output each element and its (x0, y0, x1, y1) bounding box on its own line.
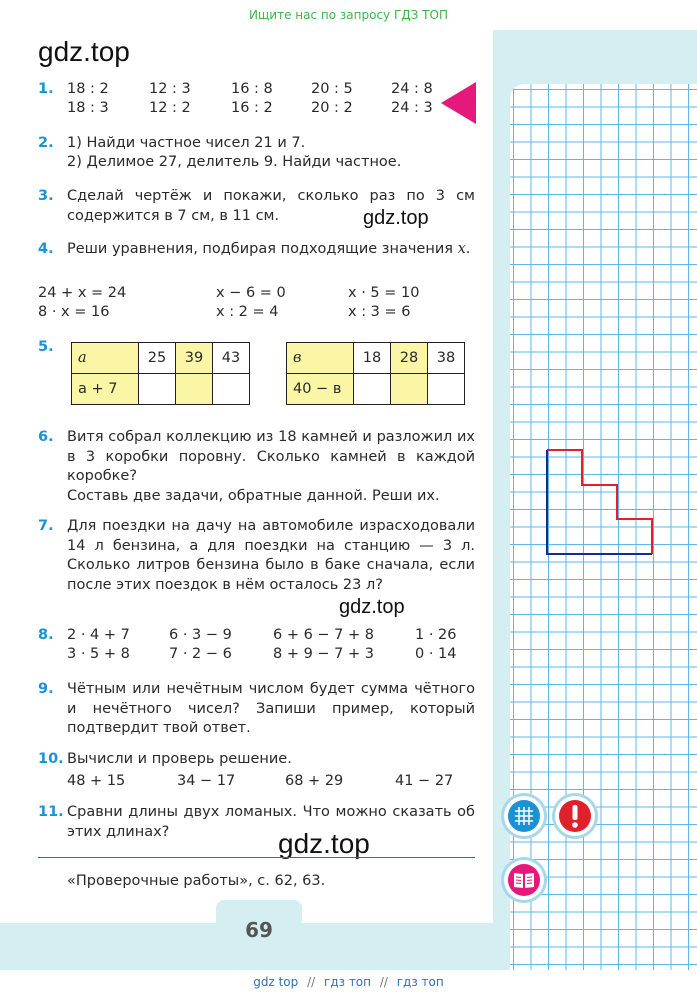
promo-banner[interactable]: Ищите нас по запросу ГДЗ ТОП (249, 8, 448, 22)
table-cell: 43 (213, 343, 250, 374)
task-10 (38, 750, 478, 790)
task-number: 10. (38, 751, 64, 767)
equation: x · 5 = 10 (348, 285, 420, 301)
expression: 12 : 2 (149, 100, 191, 116)
task-text: Чётным или нечётным числом будет сумма чётного и нечётного чисел? Запиши пример, который подтвердит твой ответ. (67, 681, 475, 736)
expression: 34 − 17 (177, 773, 236, 789)
task-text: 2) Делимое 27, делитель 9. Найди частное. (67, 154, 402, 170)
table-cell: 38 (428, 343, 465, 374)
expression: 18 : 2 (67, 81, 109, 97)
expression: 6 + 6 − 7 + 8 (273, 627, 375, 643)
table-cell: 39 (176, 343, 213, 374)
table-header-cell: в (287, 343, 354, 374)
divider (38, 857, 475, 858)
footer-link[interactable]: гдз топ (324, 975, 371, 989)
table-cell: 18 (354, 343, 391, 374)
equation: 8 · x = 16 (38, 304, 110, 320)
watermark: gdz.top (339, 596, 405, 618)
table-cell-empty[interactable] (391, 374, 428, 405)
expression: 1 · 26 (415, 627, 457, 643)
expression: 6 · 3 − 9 (169, 627, 232, 643)
task-7 (38, 517, 478, 617)
equation: x : 3 = 6 (348, 304, 411, 320)
grid-icon[interactable] (504, 796, 544, 836)
task-9 (38, 680, 478, 740)
task-text: Сделай чертёж и покажи, сколько раз по 3 см содержится в 7 см, в 11 см. (67, 188, 475, 224)
task-text: Реши уравнения, подбирая подходящие значения x. (67, 241, 471, 257)
watermark: gdz.top (363, 207, 429, 229)
table-b (286, 342, 465, 405)
task-8 (38, 626, 478, 666)
expression: 0 · 14 (415, 646, 457, 662)
table-cell-empty[interactable] (213, 374, 250, 405)
table-cell-empty[interactable] (354, 374, 391, 405)
expression: 24 : 3 (391, 100, 433, 116)
expression: 8 + 9 − 7 + 3 (273, 646, 375, 662)
blue-broken-line (547, 450, 652, 554)
expression: 16 : 2 (231, 100, 273, 116)
expression: 12 : 3 (149, 81, 191, 97)
expression: 20 : 5 (311, 81, 353, 97)
expression: 41 − 27 (395, 773, 454, 789)
expression: 24 : 8 (391, 81, 433, 97)
task-text: Сравни длины двух ломаных. Что можно сказать об этих длинах? (67, 804, 475, 840)
table-cell: 28 (391, 343, 428, 374)
task-6 (38, 428, 478, 508)
equation: x − 6 = 0 (216, 285, 286, 301)
task-text: 1) Найди частное чисел 21 и 7. (67, 135, 306, 151)
broken-lines-figure (540, 440, 660, 560)
red-broken-line (547, 450, 652, 554)
task-number: 3. (38, 188, 54, 204)
task-2 (38, 134, 478, 174)
footer-link[interactable]: gdz top (253, 975, 299, 989)
task-1 (38, 80, 478, 120)
expression: 48 + 15 (67, 773, 126, 789)
expression: 7 · 2 − 6 (169, 646, 232, 662)
task-text: Вычисли и проверь решение. (67, 751, 292, 767)
table-header-cell: 40 − в (287, 374, 354, 405)
equation: 24 + x = 24 (38, 285, 127, 301)
task-number: 7. (38, 518, 54, 534)
task-number: 9. (38, 681, 54, 697)
watermark: gdz.top (38, 36, 130, 67)
book-icon[interactable] (504, 860, 544, 900)
task-number: 4. (38, 241, 54, 257)
task-number: 6. (38, 429, 54, 445)
workbook-reference: «Проверочные работы», с. 62, 63. (67, 873, 326, 889)
table-cell-empty[interactable] (176, 374, 213, 405)
expression: 16 : 8 (231, 81, 273, 97)
expression: 2 · 4 + 7 (67, 627, 130, 643)
footer-links (0, 975, 697, 989)
task-4 (38, 240, 478, 325)
page-number: 69 (245, 918, 273, 942)
expression: 20 : 2 (311, 100, 353, 116)
task-number: 1. (38, 81, 54, 97)
table-header-cell: a (72, 343, 139, 374)
expression: 68 + 29 (285, 773, 344, 789)
expression: 3 · 5 + 8 (67, 646, 130, 662)
equation: x : 2 = 4 (216, 304, 279, 320)
table-a (71, 342, 250, 405)
table-cell-empty[interactable] (139, 374, 176, 405)
task-5-number: 5. (38, 339, 54, 355)
exclamation-icon[interactable] (555, 796, 595, 836)
watermark: gdz.top (278, 828, 370, 859)
task-number: 11. (38, 804, 64, 820)
footer-separator: // (379, 975, 388, 989)
task-11 (38, 803, 478, 843)
table-cell: 25 (139, 343, 176, 374)
task-number: 2. (38, 135, 54, 151)
footer-link[interactable]: гдз топ (396, 975, 444, 989)
table-cell-empty[interactable] (428, 374, 465, 405)
expression: 18 : 3 (67, 100, 109, 116)
footer-separator: // (307, 975, 316, 989)
task-text: Для поездки на дачу на автомобиле израсходовали 14 л бензина, а для поездки на станцию — 3 л. Сколько литров бензина было в баке сначала, если после этих поездок в нём осталось 23 л? (67, 518, 475, 593)
table-header-cell: a + 7 (72, 374, 139, 405)
task-number: 8. (38, 627, 54, 643)
task-text: Витя собрал коллекцию из 18 камней и разложил их в 3 коробки поровну. Сколько камней в каждой коробке? Составь две задачи, обратные данной. Реши их. (67, 429, 475, 504)
